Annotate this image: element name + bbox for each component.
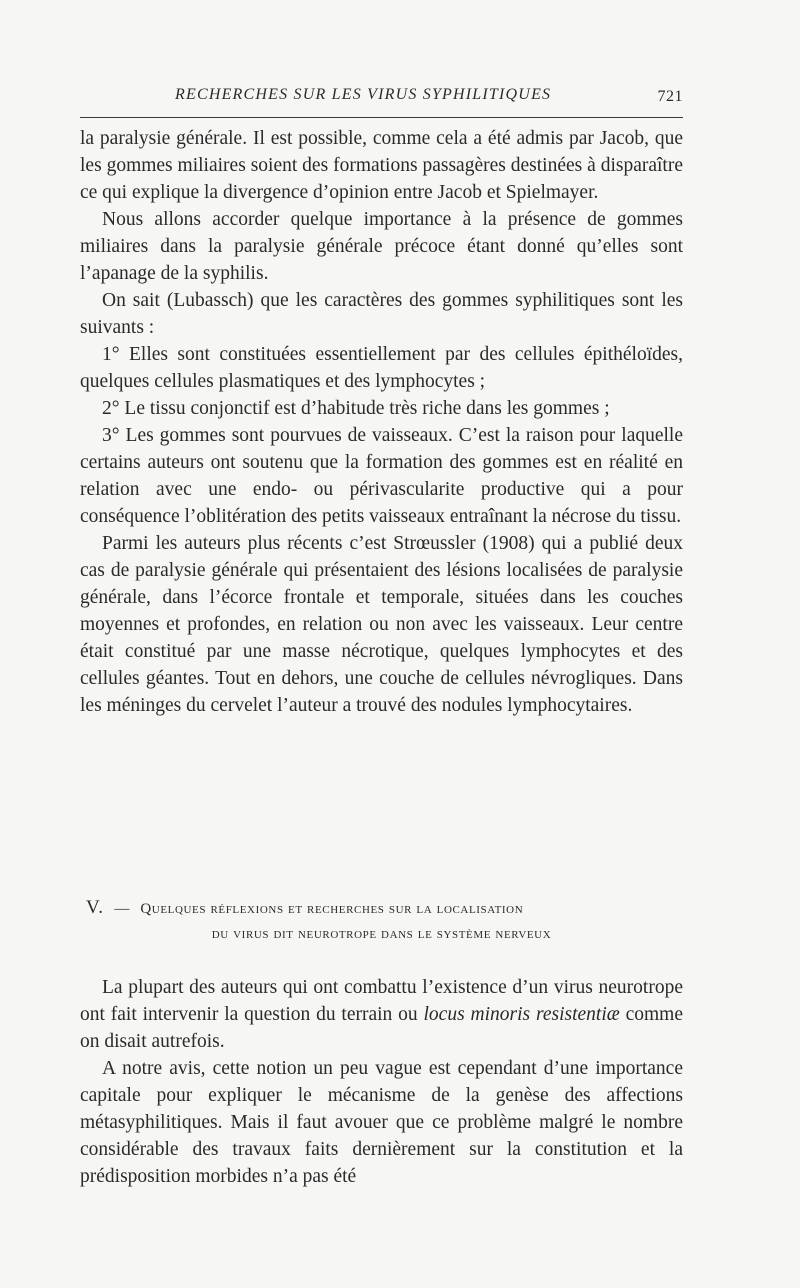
main-text [80, 125, 683, 719]
paragraph: On sait (Lubassch) que les caractères des gommes syphilitiques sont les suivants : [80, 290, 683, 338]
paragraph: la paralysie générale. Il est possible, comme cela a été admis par Jacob, que les gommes miliaires soient des formations passagères destinées à disparaître ce qui explique la divergence d’opinion entre Jacob et Spielmayer. [80, 128, 683, 203]
paragraph-text: La plupart des auteurs qui ont combattu l’existence d’un virus neurotrope ont fait intervenir la question du terrain ou [80, 977, 683, 1025]
section-heading [80, 895, 683, 947]
header-rule [80, 117, 683, 118]
latin-phrase: locus minoris resistentiæ [423, 1004, 620, 1025]
list-item: 1° Elles sont constituées essentiellement par des cellules épithéloïdes, quelques cellules plasmatiques et des lymphocytes ; [80, 344, 683, 392]
running-head [80, 86, 683, 110]
list-item: 3° Les gommes sont pourvues de vaisseaux. C’est la raison pour laquelle certains auteurs ont soutenu que la formation des gommes est en réalité en relation avec une endo- ou périvascularite productive qui a pour conséquence l’oblitération des petits vaisseaux entraînant la nécrose du tissu. [80, 425, 683, 527]
section-number: V. [86, 897, 105, 918]
list-item: 2° Le tissu conjonctif est d’habitude très riche dans les gommes ; [102, 398, 610, 419]
section-text [80, 974, 683, 1190]
paragraph-text: comme on disait autrefois. [80, 1004, 684, 1052]
section-title-line-2: du virus dit neurotrope dans le système nerveux [211, 926, 552, 942]
paragraph: Nous allons accorder quelque importance à la présence de gommes miliaires dans la paralysie générale précoce étant donné qu’elles sont l’apanage de la syphilis. [80, 209, 683, 284]
paragraph [80, 974, 683, 1055]
running-title: RECHERCHES SUR LES VIRUS SYPHILITIQUES [175, 86, 552, 103]
page-number: 721 [657, 88, 683, 105]
paragraph: A notre avis, cette notion un peu vague est cependant d’une importance capitale pour expliquer le mécanisme de la genèse des affections métasyphilitiques. Mais il faut avouer que ce problème malgré le nombre considérable des travaux faits dernièrement sur la constitution et la prédisposition morbides n’a pas été [80, 1058, 683, 1187]
section-dash: — [114, 901, 130, 917]
paragraph: Parmi les auteurs plus récents c’est Strœussler (1908) qui a publié deux cas de paralysie générale qui présentaient des lésions localisées de paralysie générale, dans l’écorce frontale et temporale, situées dans les couches moyennes et profondes, en relation ou non avec les vaisseaux. Leur centre était constitué par une masse nécrotique, quelques lymphocytes et des cellules géantes. Tout en dehors, une couche de cellules névrogliques. Dans les méninges du cervelet l’auteur a trouvé des nodules lymphocytaires. [80, 533, 683, 716]
section-title-line-1: Quelques réflexions et recherches sur la localisation [140, 901, 524, 917]
